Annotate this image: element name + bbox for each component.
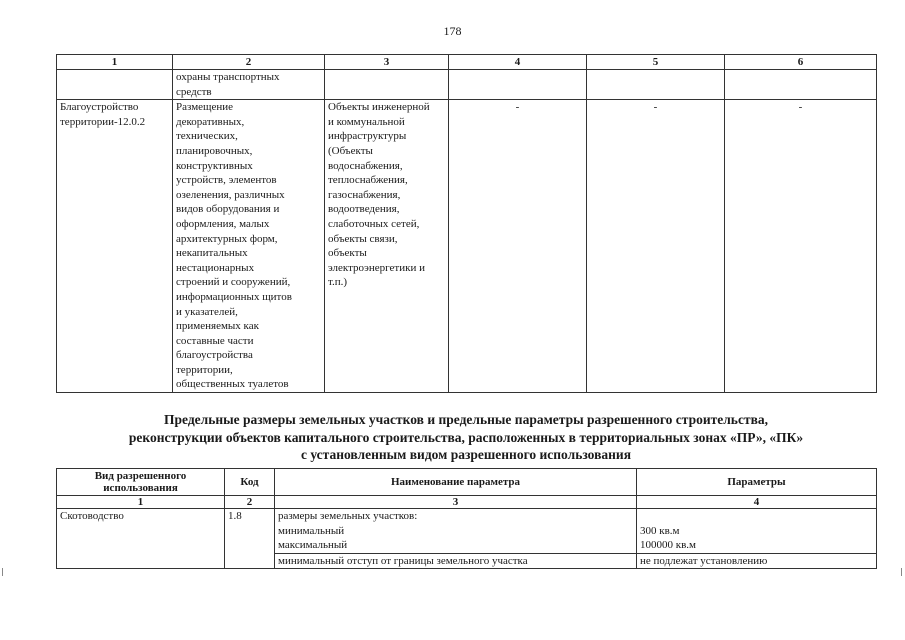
column-header: Параметры — [637, 469, 877, 496]
table-row — [57, 70, 877, 100]
column-header: Наименование параметра — [275, 469, 637, 496]
page-number: 178 — [443, 24, 462, 38]
column-number: 3 — [275, 496, 637, 509]
section-title — [56, 411, 876, 464]
table-cell — [449, 70, 587, 100]
column-header: Код — [225, 469, 275, 496]
auxiliary-use-cell: Объекты инженерной и коммунальной инфраструктуры (Объекты водоснабжения, теплоснабжения, газоснабжения, водоотведения, слаботочных сетей, объекты связи, объекты электроэнергетики и т.п.) — [325, 100, 449, 393]
code-cell: 1.8 — [225, 509, 275, 569]
table-row — [57, 100, 877, 393]
parameter-value-cell: 100000 кв.м — [637, 538, 877, 553]
column-number: 6 — [725, 55, 877, 70]
table-cell: - — [725, 100, 877, 393]
column-number: 4 — [637, 496, 877, 509]
parameter-value-cell: не подлежат установлению — [637, 553, 877, 569]
parameter-value-cell: 300 кв.м — [637, 524, 877, 539]
permitted-use-table — [56, 54, 877, 393]
parameter-name-cell: минимальный — [275, 524, 637, 539]
parameter-name-cell: размеры земельных участков: — [275, 509, 637, 524]
column-number: 1 — [57, 496, 225, 509]
scan-edge-mark — [901, 568, 902, 576]
scan-edge-mark — [2, 568, 3, 576]
section-title-line: с установленным видом разрешенного использования — [300, 447, 632, 462]
column-number: 4 — [449, 55, 587, 70]
section-title-line: Предельные размеры земельных участков и предельные параметры разрешенного строительства, — [164, 412, 768, 427]
table-cell — [587, 70, 725, 100]
section-title-line: реконструкции объектов капитального строительства, расположенных в территориальных зонах «ПР», «ПК» — [128, 429, 804, 445]
table-header-row — [57, 55, 877, 70]
column-number: 5 — [587, 55, 725, 70]
table-row — [57, 509, 877, 524]
column-number: 3 — [325, 55, 449, 70]
column-number-row — [57, 496, 877, 509]
parameter-name-cell: максимальный — [275, 538, 637, 553]
column-header: Вид разрешенного использования — [57, 469, 225, 496]
use-type-cell: Скотоводство — [57, 509, 225, 569]
parameter-value-cell — [637, 509, 877, 524]
column-number: 1 — [57, 55, 173, 70]
table-cell: - — [449, 100, 587, 393]
column-number: 2 — [225, 496, 275, 509]
table-cell: - — [587, 100, 725, 393]
description-cell: Размещение декоративных, технических, планировочных, конструктивных устройств, элементов озеленения, различных видов оборудования и оформления, малых архитектурных форм, некапитальных нестационарных строений и сооружений, информационных щитов и указателей, применяемых как составные части благоустройства территории, общественных туалетов — [173, 100, 325, 393]
table-header-row — [57, 469, 877, 496]
parameters-table — [56, 468, 877, 569]
use-type-cell: Благоустройство территории-12.0.2 — [57, 100, 173, 393]
column-number: 2 — [173, 55, 325, 70]
table-cell: охраны транспортных средств — [173, 70, 325, 100]
table-cell — [57, 70, 173, 100]
parameter-name-cell: минимальный отступ от границы земельного участка — [275, 553, 637, 569]
table-cell — [725, 70, 877, 100]
table-cell — [325, 70, 449, 100]
